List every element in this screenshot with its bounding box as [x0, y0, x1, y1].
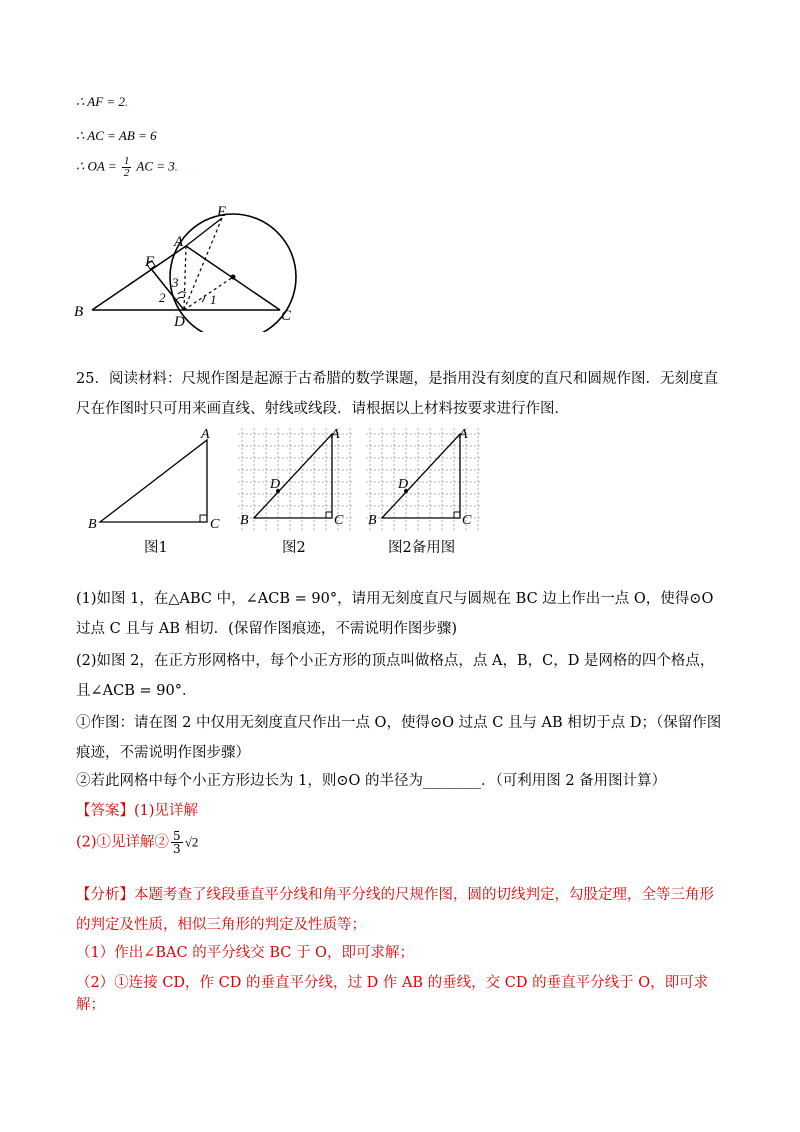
segment-ad [184, 246, 186, 310]
red-mark: . [174, 159, 178, 174]
fig1-label-c: C [210, 517, 220, 532]
label-c: C [281, 308, 292, 324]
fig1-caption: 图1 [144, 540, 168, 556]
fig3-label-a: A [459, 427, 468, 442]
figure-2-backup-grid [364, 424, 484, 534]
analysis-step-2: （2）①连接 CD，作 CD 的垂直平分线，过 D 作 AB 的垂线，交 CD 的垂直平分线于 O，即可求解； [76, 975, 709, 1013]
figure-1 [86, 424, 226, 534]
fig3-label-b: B [368, 513, 377, 528]
angle-label-2: 2 [159, 290, 166, 305]
fig1-label-b: B [88, 517, 97, 532]
fig2-caption: 图2 [282, 540, 306, 556]
analysis-text: 【分析】本题考查了线段垂直平分线和角平分线的尺规作图，圆的切线判定，勾股定理，全等三角形的判定及性质，相似三角形的判定及性质等； [76, 887, 714, 933]
label-a: A [174, 234, 184, 250]
angle-mark-2 [176, 297, 184, 300]
fraction-half: $\frac{1}{2}$ [123, 155, 130, 179]
circle-tangent-figure [60, 196, 320, 332]
answer-line-1: 【答案】(1)见详解 [76, 803, 199, 819]
label-f: F [145, 254, 155, 270]
angle-label-3: 3 [172, 275, 179, 290]
fig3-label-d: D [398, 477, 409, 492]
label-d: D [174, 314, 185, 330]
fig1-label-a: A [201, 427, 210, 442]
center-point [231, 275, 236, 280]
fig2-label-c: C [334, 513, 344, 528]
angle-label-1: 1 [210, 292, 217, 307]
solution-line-ac: ∴ AC = AB = 6 [76, 128, 157, 143]
fig2-label-a: A [331, 427, 340, 442]
circle-o [170, 214, 296, 332]
red-mark: . [124, 95, 128, 109]
question-2: (2)如图 2，在正方形网格中，每个小正方形的顶点叫做格点，点 A，B，C，D 是网格的四个格点，且∠ACB = 90°． [76, 653, 715, 699]
label-e: E [217, 204, 227, 220]
angle-mark-3 [178, 292, 186, 294]
segment-fd [152, 270, 184, 310]
question-2-2: ②若此网格中每个小正方形边长为 1，则⊙O 的半径为________．（可利用图 2 备用图计算） [76, 773, 667, 789]
analysis-label: 【分析】 [76, 887, 134, 903]
fig3-label-c: C [462, 513, 472, 528]
fig2-label-d: D [270, 477, 281, 492]
solution-line-af: ∴ AF = 2. [76, 94, 128, 109]
angle-mark-1 [202, 295, 205, 302]
answer-label: 【答案】 [76, 803, 134, 819]
problem-intro: 25．阅读材料：尺规作图是起源于古希腊的数学课题，是指用没有刻度的直尺和圆规作图．无刻度直尺在作图时只可用来画直线、射线或线段．请根据以上材料按要求进行作图． [76, 371, 718, 417]
solution-line-oa: ∴ OA = $\frac{1}{2}$ AC = 3. [76, 155, 178, 179]
fig2-label-b: B [240, 513, 249, 528]
fraction-five-thirds: $\frac{5}{3}$ [173, 829, 181, 856]
answer-line-2: (2)①见详解② $\frac{5}{3}$ √2 [76, 829, 199, 856]
figure-2-grid [236, 424, 356, 534]
fig3-caption: 图2备用图 [388, 540, 456, 556]
label-b: B [74, 304, 84, 320]
analysis-step-1: （1）作出∠BAC 的平分线交 BC 于 O，即可求解； [76, 945, 414, 961]
question-1: (1)如图 1，在△ABC 中，∠ACB = 90°，请用无刻度直尺与圆规在 BC 边上作出一点 O，使得⊙O 过点 C 且与 AB 相切．(保留作图痕迹，不需说明作图步骤) [76, 591, 714, 637]
question-2-1: ①作图：请在图 2 中仅用无刻度直尺作出一点 O，使得⊙O 过点 C 且与 AB 相切于点 D；（保留作图痕迹，不需说明作图步骤） [76, 715, 722, 761]
